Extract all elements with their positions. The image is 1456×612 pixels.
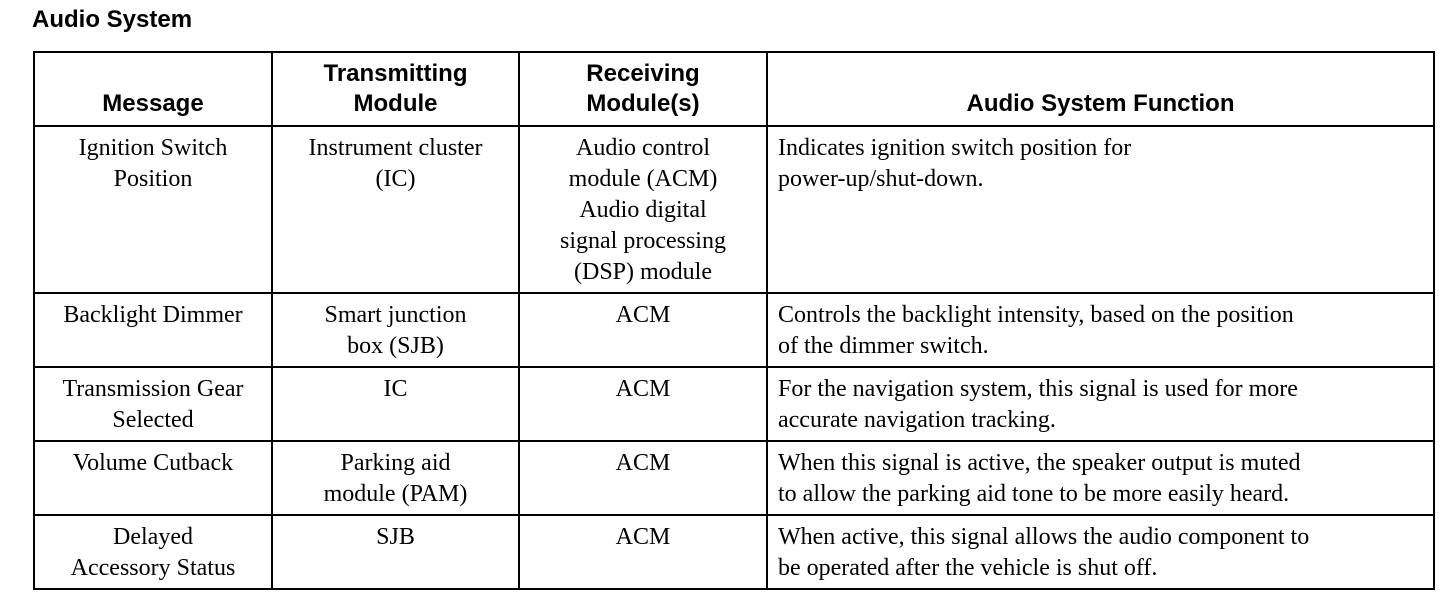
cell-line: Audio digital	[579, 197, 707, 223]
cell-line: Audio control	[576, 135, 710, 161]
table-header-row	[34, 52, 1434, 126]
cell-line: ACM	[615, 302, 671, 328]
cell-line: box (SJB)	[347, 333, 444, 359]
cell-message	[34, 126, 272, 293]
cell-message	[34, 441, 272, 515]
cell-line: SJB	[376, 524, 415, 550]
cell-function	[767, 515, 1434, 589]
cell-message	[34, 293, 272, 367]
header-line: Audio System Function	[966, 90, 1235, 117]
cell-transmitting-module	[272, 515, 519, 589]
cell-receiving-modules	[519, 293, 767, 367]
cell-transmitting-module	[272, 126, 519, 293]
cell-receiving-modules	[519, 367, 767, 441]
cell-line: Ignition Switch	[78, 135, 228, 161]
cell-line: Transmission Gear	[62, 376, 244, 402]
cell-line: When active, this signal allows the audio component to	[778, 524, 1310, 550]
cell-receiving-modules	[519, 441, 767, 515]
audio-system-table	[33, 51, 1435, 590]
table-row	[34, 293, 1434, 367]
cell-line: Volume Cutback	[72, 450, 234, 476]
cell-function	[767, 293, 1434, 367]
cell-line: Accessory Status	[70, 555, 236, 581]
cell-line: ACM	[615, 376, 671, 402]
cell-line: to allow the parking aid tone to be more easily heard.	[778, 481, 1290, 507]
cell-line: Indicates ignition switch position for	[778, 135, 1132, 161]
cell-line: module (ACM)	[568, 166, 718, 192]
header-transmitting-module	[272, 52, 519, 126]
header-message	[34, 52, 272, 126]
cell-line: be operated after the vehicle is shut off.	[778, 555, 1158, 581]
cell-line: (DSP) module	[574, 259, 712, 285]
cell-line: accurate navigation tracking.	[778, 407, 1056, 433]
header-line: Module(s)	[586, 90, 700, 117]
header-audio-system-function	[767, 52, 1434, 126]
cell-line: Smart junction	[324, 302, 467, 328]
header-line: Receiving	[586, 60, 700, 87]
cell-function	[767, 367, 1434, 441]
cell-transmitting-module	[272, 293, 519, 367]
table-row	[34, 126, 1434, 293]
cell-line: Parking aid	[340, 450, 451, 476]
cell-line: Delayed	[113, 524, 193, 550]
table-row	[34, 515, 1434, 589]
cell-transmitting-module	[272, 367, 519, 441]
cell-line: signal processing	[560, 228, 726, 254]
cell-line: ACM	[615, 450, 671, 476]
cell-line: ACM	[615, 524, 671, 550]
cell-line: Position	[113, 166, 193, 192]
header-line: Message	[102, 90, 204, 117]
cell-line: When this signal is active, the speaker output is muted	[778, 450, 1301, 476]
cell-message	[34, 515, 272, 589]
cell-line: power-up/shut-down.	[778, 166, 984, 192]
cell-receiving-modules	[519, 126, 767, 293]
cell-receiving-modules	[519, 515, 767, 589]
table-row	[34, 441, 1434, 515]
header-line: Transmitting	[323, 60, 468, 87]
table-row	[34, 367, 1434, 441]
cell-line: IC	[383, 376, 408, 402]
cell-line: of the dimmer switch.	[778, 333, 989, 359]
cell-line: (IC)	[375, 166, 416, 192]
page-title: Audio System	[32, 6, 193, 33]
cell-line: For the navigation system, this signal is used for more	[778, 376, 1298, 402]
header-receiving-modules	[519, 52, 767, 126]
cell-line: Backlight Dimmer	[63, 302, 243, 328]
header-line: Module	[353, 90, 438, 117]
cell-line: Selected	[112, 407, 194, 433]
cell-function	[767, 441, 1434, 515]
cell-line: Instrument cluster	[308, 135, 483, 161]
cell-line: Controls the backlight intensity, based on the position	[778, 302, 1294, 328]
cell-function	[767, 126, 1434, 293]
cell-message	[34, 367, 272, 441]
cell-transmitting-module	[272, 441, 519, 515]
cell-line: module (PAM)	[323, 481, 468, 507]
